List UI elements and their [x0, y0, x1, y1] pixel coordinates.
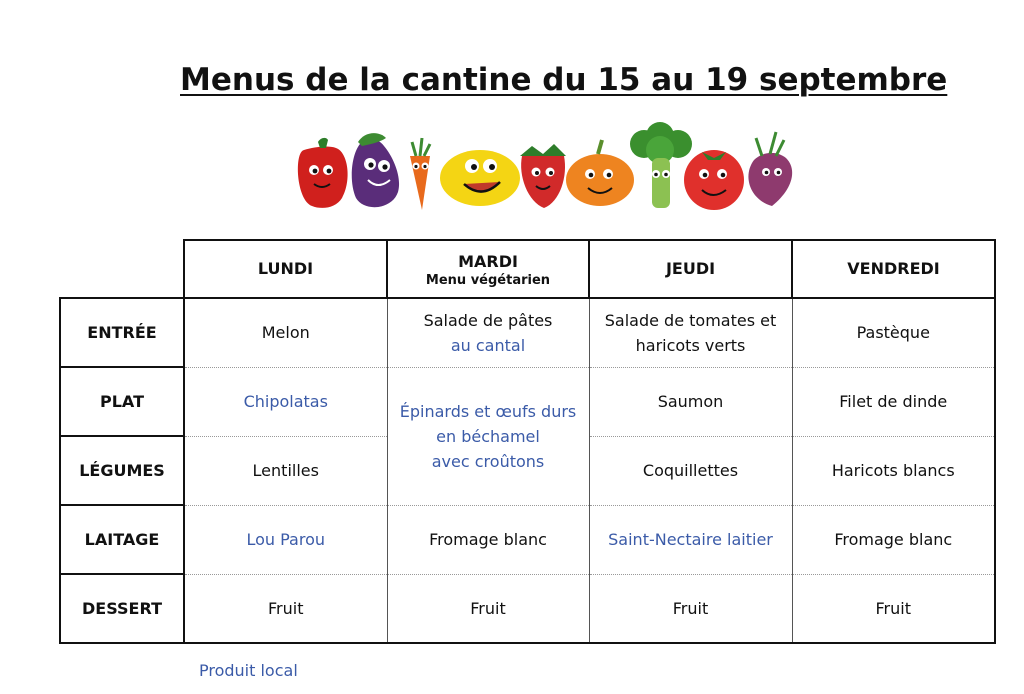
- day-name: LUNDI: [257, 259, 314, 278]
- cell-laitage-vendredi: Fromage blanc: [792, 505, 995, 574]
- broccoli-icon: [630, 122, 692, 208]
- vegetables-banner: [292, 120, 812, 216]
- eggplant-icon: [352, 133, 399, 207]
- cell-dessert-jeudi: Fruit: [589, 574, 792, 643]
- row-label-entree: ENTRÉE: [60, 298, 184, 367]
- cell-plat-vendredi: Filet de dinde: [792, 367, 995, 436]
- cell-entree-mardi: [387, 298, 589, 367]
- pepper-icon: [298, 138, 348, 208]
- row-entree: [60, 298, 995, 367]
- row-laitage: [60, 505, 995, 574]
- row-label-laitage: LAITAGE: [60, 505, 184, 574]
- day-header-vendredi: [792, 240, 995, 298]
- day-header-lundi: [184, 240, 387, 298]
- tomato-icon: [684, 150, 744, 210]
- corner-cell: [60, 240, 184, 298]
- cell-entree-vendredi: Pastèque: [792, 298, 995, 367]
- day-header-jeudi: [589, 240, 792, 298]
- page-title: Menus de la cantine du 15 au 19 septembre: [180, 62, 948, 98]
- cell-dessert-lundi: Fruit: [184, 574, 387, 643]
- cell-laitage-jeudi: Saint-Nectaire laitier: [589, 505, 792, 574]
- header-row: [60, 240, 995, 298]
- cell-laitage-lundi: Lou Parou: [184, 505, 387, 574]
- cell-legumes-jeudi: Coquillettes: [589, 436, 792, 505]
- dish-line-local: au cantal: [450, 335, 526, 355]
- cell-entree-lundi: Melon: [184, 298, 387, 367]
- cell-plat-legumes-mardi: [387, 367, 589, 505]
- cell-legumes-lundi: Lentilles: [184, 436, 387, 505]
- day-name: MARDI: [458, 251, 518, 271]
- cell-legumes-vendredi: Haricots blancs: [792, 436, 995, 505]
- row-plat: [60, 367, 995, 436]
- row-dessert: [60, 574, 995, 643]
- cell-entree-jeudi: [589, 298, 792, 367]
- row-label-dessert: DESSERT: [60, 574, 184, 643]
- dish-line-local: avec croûtons: [431, 451, 545, 471]
- day-header-mardi: [387, 240, 589, 298]
- lemon-icon: [440, 150, 520, 206]
- cell-dessert-mardi: Fruit: [387, 574, 589, 643]
- carrot-icon: [410, 138, 430, 210]
- strawberry-icon: [520, 144, 566, 208]
- cell-laitage-mardi: Fromage blanc: [387, 505, 589, 574]
- row-label-plat: PLAT: [60, 367, 184, 436]
- dish-line: Salade de pâtes: [423, 310, 553, 330]
- pumpkin-icon: [566, 140, 634, 206]
- row-label-legumes: LÉGUMES: [60, 436, 184, 505]
- day-name: VENDREDI: [847, 259, 940, 278]
- beet-icon: [748, 132, 792, 206]
- dish-line-local: en béchamel: [436, 426, 540, 446]
- dish-line: haricots verts: [635, 335, 746, 355]
- legend-local-product: Produit local: [199, 661, 298, 680]
- day-subtitle: Menu végétarien: [425, 272, 551, 288]
- menu-table: [59, 239, 996, 644]
- cell-dessert-vendredi: Fruit: [792, 574, 995, 643]
- cell-plat-jeudi: Saumon: [589, 367, 792, 436]
- day-name: JEUDI: [665, 259, 716, 278]
- dish-line-local: Épinards et œufs durs: [399, 401, 577, 421]
- cell-plat-lundi: Chipolatas: [184, 367, 387, 436]
- dish-line: Salade de tomates et: [604, 310, 777, 330]
